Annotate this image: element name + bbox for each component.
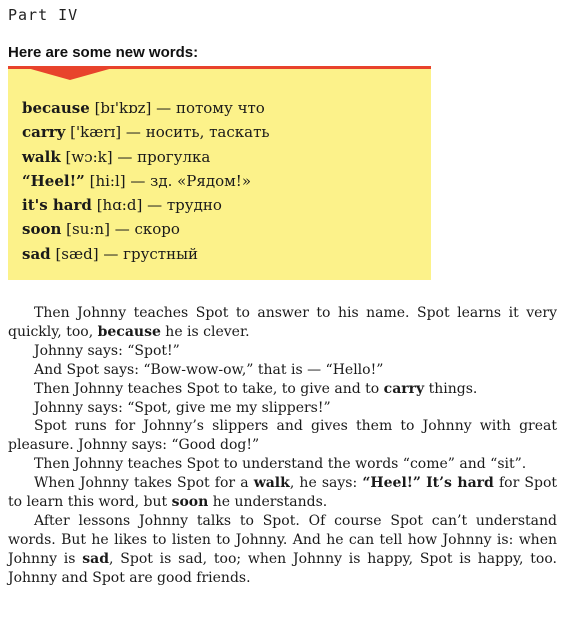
story-paragraph	[8, 474, 557, 512]
story-keyword: carry	[383, 380, 425, 397]
vocab-transcription: ['kærɪ]	[70, 123, 122, 142]
vocab-word: sad	[22, 244, 51, 263]
vocabulary-item	[22, 193, 270, 217]
story-paragraph: Spot runs for Johnny’s slippers and gives them to Johnny with great pleasure. Johnny says: “Good dog!”	[8, 418, 557, 454]
story-keyword: soon	[171, 494, 209, 511]
vocab-dash: —	[130, 171, 146, 190]
vocab-transcription: [sæd]	[55, 244, 99, 263]
vocab-dash: —	[147, 196, 163, 215]
story-keyword: walk	[253, 475, 290, 492]
vocab-word: because	[22, 99, 90, 117]
vocabulary-heading: Here are some new words:	[8, 44, 199, 61]
vocab-word: it's hard	[22, 196, 92, 215]
vocabulary-item	[22, 217, 270, 241]
vocab-transcription: [hɑ:d]	[96, 196, 143, 215]
story-text-run: Then Johnny teaches Spot to answer to his name. Spot learns it very quickly, too,	[8, 305, 557, 340]
story-keyword: It’s hard	[426, 475, 494, 492]
story-paragraph	[8, 512, 557, 588]
vocab-word: carry	[22, 123, 66, 142]
vocab-translation: прогулка	[137, 147, 211, 166]
story-paragraph: Johnny says: “Spot!”	[34, 342, 180, 359]
vocab-translation: трудно	[166, 196, 222, 215]
story-paragraph	[8, 304, 557, 342]
part-title: Part IV	[8, 6, 79, 24]
vocab-transcription: [wɔ:k]	[65, 147, 113, 166]
story-keyword: sad	[82, 550, 110, 567]
vocabulary-item	[22, 120, 270, 144]
vocabulary-list	[22, 96, 270, 266]
story-paragraph	[8, 380, 557, 399]
story-paragraph: Then Johnny teaches Spot to understand the words “come” and “sit”.	[34, 456, 527, 473]
vocab-word: walk	[22, 147, 61, 166]
vocab-word: soon	[22, 220, 62, 239]
vocab-dash: —	[103, 244, 119, 263]
story-text-run: things.	[424, 380, 478, 397]
story-text	[8, 304, 557, 588]
vocab-dash: —	[114, 220, 130, 239]
vocab-dash: —	[125, 123, 141, 142]
vocabulary-item	[22, 242, 270, 266]
vocabulary-item	[22, 169, 270, 193]
story-paragraph: Johnny says: “Spot, give me my slippers!”	[34, 399, 331, 416]
vocab-dash: —	[156, 99, 172, 117]
story-text-run: for Spot to learn this word, but	[8, 475, 558, 511]
story-text-run: he understands.	[208, 494, 328, 511]
heading-rule-pointer	[20, 66, 120, 80]
vocab-transcription: [bɪ'kɒz]	[94, 99, 152, 117]
story-text-run: Then Johnny teaches Spot to take, to give and to	[34, 380, 384, 397]
vocab-translation: потому что	[175, 99, 265, 117]
vocab-dash: —	[117, 147, 133, 166]
vocab-transcription: [su:n]	[66, 220, 110, 239]
story-text-run: , Spot is sad, too; when Johnny is happy, Spot is happy, too. Johnny and Spot are good friends.	[8, 550, 557, 586]
story-keyword: because	[97, 323, 161, 340]
story-text-run: After lessons Johnny talks to Spot. Of course Spot can’t understand words. But he likes to listen to Johnny. And he can tell how Johnny is: when Johnny is	[8, 512, 557, 567]
vocab-transcription: [hi:l]	[89, 171, 126, 190]
vocab-translation: зд. «Рядом!»	[150, 171, 251, 190]
vocabulary-item	[22, 145, 270, 169]
story-paragraph: And Spot says: “Bow-wow-ow,” that is — “Hello!”	[34, 361, 384, 378]
story-keyword: “Heel!”	[362, 475, 421, 492]
story-text-run: When Johnny takes Spot for a	[34, 475, 254, 492]
vocab-translation: носить, таскать	[145, 123, 270, 142]
story-text-run: he is clever.	[160, 323, 250, 340]
story-text-run: , he says:	[289, 475, 363, 492]
vocab-translation: грустный	[123, 244, 199, 263]
vocab-word: “Heel!”	[22, 171, 85, 190]
vocabulary-item	[22, 96, 270, 120]
vocab-translation: скоро	[134, 220, 180, 239]
